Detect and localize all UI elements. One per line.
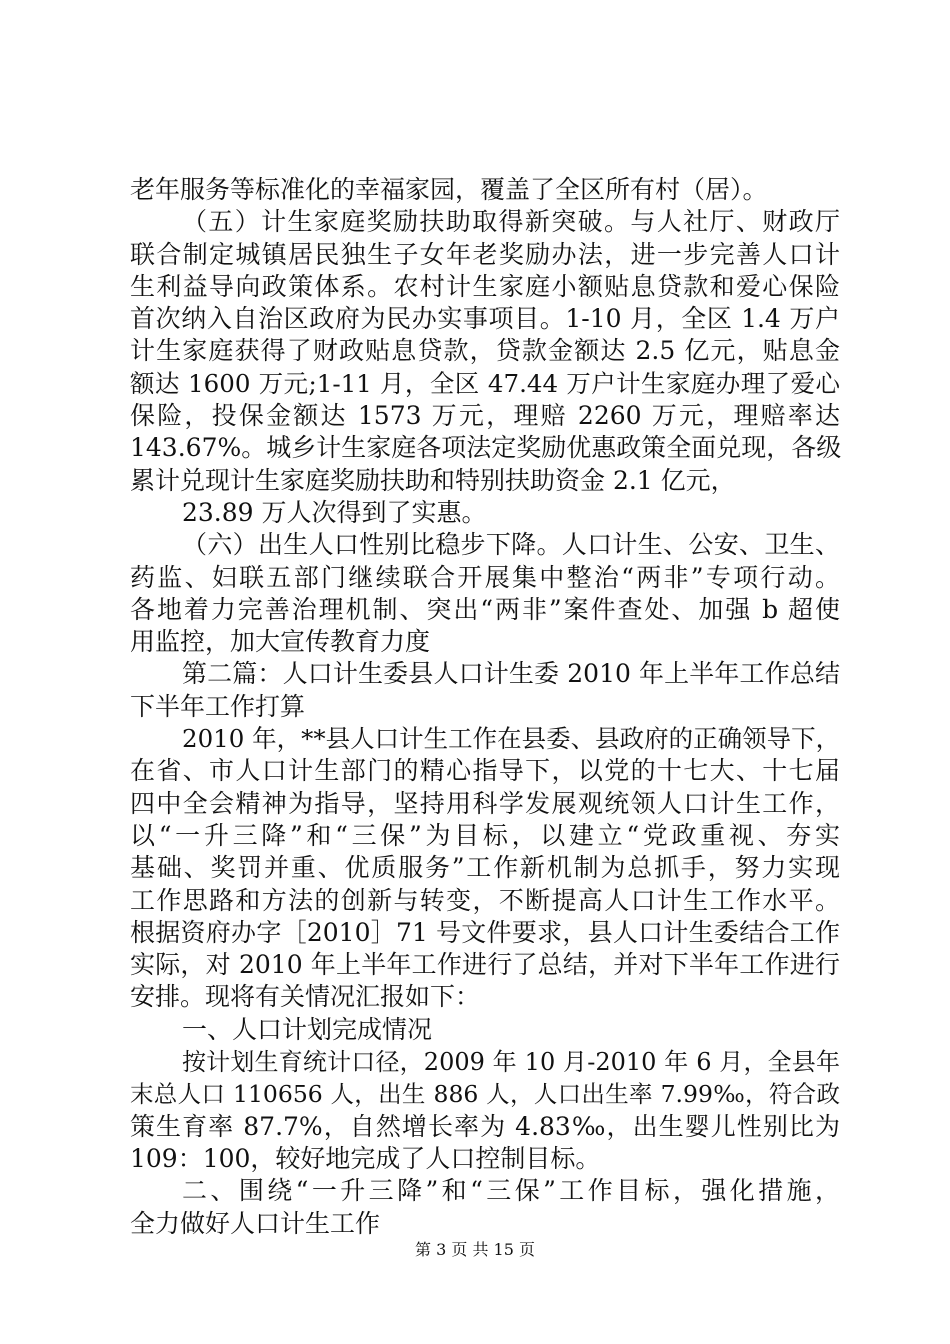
text-line: 老年服务等标准化的幸福家园，覆盖了全区所有村（居）。 [130,175,768,204]
text-line: 药监、妇联五部门继续联合开展集中整治“两非”专项行动。 [130,562,840,592]
text-line: 二、围绕“一升三降”和“三保”工作目标，强化措施， [182,1176,840,1206]
text-line: 生利益导向政策体系。农村计生家庭小额贴息贷款和爱心保险 [130,271,840,301]
text-line: 在省、市人口计生部门的精心指导下，以党的十七大、十七届 [130,756,840,786]
text-line: 2010 年，**县人口计生工作在县委、县政府的正确领导下， [182,724,841,754]
text-line: 四中全会精神为指导，坚持用科学发展观统领人口计生工作， [130,788,840,818]
text-line: 用监控，加大宣传教育力度 [130,627,431,657]
text-line: 首次纳入自治区政府为民办实事项目。1-10 月，全区 1.4 万户 [130,304,840,334]
text-line: 保险，投保金额达 1573 万元，理赔 2260 万元，理赔率达 [130,401,840,431]
text-line: 基础、奖罚并重、优质服务”工作新机制为总抓手，努力实现 [130,853,840,883]
text-line: 109：100，较好地完成了人口控制目标。 [130,1143,601,1173]
text-line: 第二篇：人口计生委县人口计生委 2010 年上半年工作总结 [182,659,840,689]
text-line: 143.67%。城乡计生家庭各项法定奖励优惠政策全面兑现，各级 [130,433,842,463]
text-line: 各地着力完善治理机制、突出“两非”案件查处、加强 b 超使 [130,594,840,624]
text-line: 联合制定城镇居民独生子女年老奖励办法，进一步完善人口计 [130,239,840,269]
text-line: 末总人口 110656 人，出生 886 人，人口出生率 7.99‰，符合政 [130,1080,840,1109]
text-line: 工作思路和方法的创新与转变，不断提高人口计生工作水平。 [130,885,840,915]
text-line: （五）计生家庭奖励扶助取得新突破。与人社厅、财政厅 [182,207,840,237]
text-line: 按计划生育统计口径，2009 年 10 月-2010 年 6 月，全县年 [182,1048,840,1077]
text-line: 安排。现将有关情况汇报如下： [130,982,481,1012]
text-line: 根据资府办字［2010］71 号文件要求，县人口计生委结合工作 [130,917,840,947]
page-footer: 第 3 页 共 15 页 [415,1240,535,1259]
text-line: 全力做好人口计生工作 [130,1208,381,1238]
text-line: （六）出生人口性别比稳步下降。人口计生、公安、卫生、 [182,530,840,560]
text-line: 计生家庭获得了财政贴息贷款，贷款金额达 2.5 亿元，贴息金 [130,336,840,366]
text-line: 以“一升三降”和“三保”为目标，以建立“党政重视、夯实 [130,820,840,850]
text-line: 累计兑现计生家庭奖励扶助和特别扶助资金 2.1 亿元， [130,465,736,495]
text-line: 一、人口计划完成情况 [182,1014,433,1044]
text-line: 策生育率 87.7%，自然增长率为 4.83‰，出生婴儿性别比为 [130,1111,840,1141]
text-line: 下半年工作打算 [130,691,306,721]
text-line: 实际，对 2010 年上半年工作进行了总结，并对下半年工作进行 [130,950,840,980]
text-line: 额达 1600 万元;1-11 月，全区 47.44 万户计生家庭办理了爱心 [130,368,840,398]
text-line: 23.89 万人次得到了实惠。 [182,497,487,527]
document-body [130,174,840,1240]
